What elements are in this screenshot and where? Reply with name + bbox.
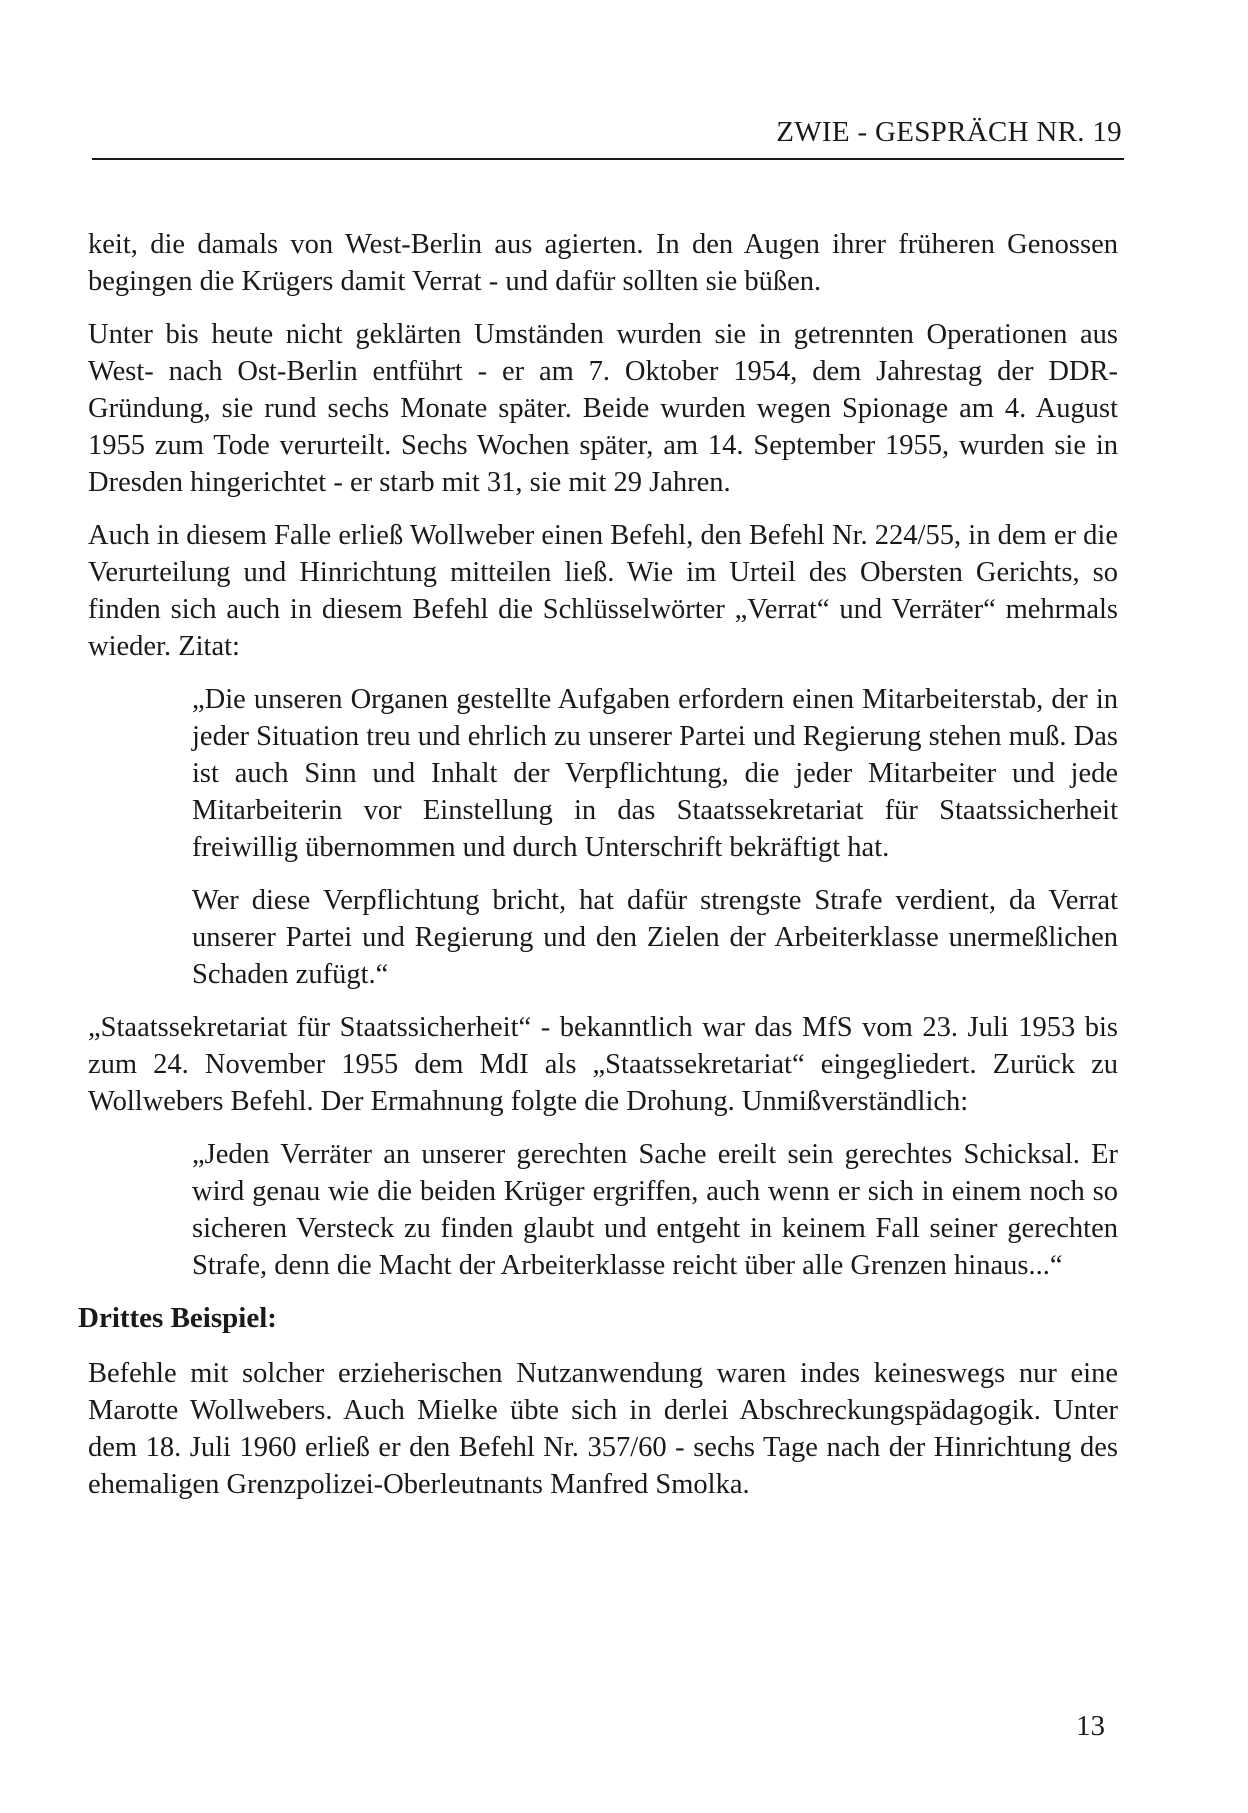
header-rule <box>92 158 1124 160</box>
page-body <box>78 226 1118 1519</box>
page-number: 13 <box>1076 1710 1105 1742</box>
paragraph-2: Unter bis heute nicht geklärten Umständen wurden sie in getrennten Operationen aus West- nach Ost-Berlin entführt - er am 7. Oktober 1954, dem Jahrestag der DDR-Gründung, sie rund sechs Monate später. Beide wurden wegen Spionage am 4. August 1955 zum Tode verurteilt. Sechs Wochen später, am 14. September 1955, wurden sie in Dresden hingerichtet - er starb mit 31, sie mit 29 Jahren. <box>88 319 1118 498</box>
paragraph-3: Auch in diesem Falle erließ Wollweber einen Befehl, den Befehl Nr. 224/55, in dem er die Verurteilung und Hinrichtung mitteilen ließ. Wie im Urteil des Obersten Gerichts, so finden sich auch in diesem Befehl die Schlüsselwörter „Verrat“ und Verräter“ mehrmals wieder. Zitat: <box>88 520 1118 662</box>
block-quote-2: Wer diese Verpflichtung bricht, hat dafür strengste Strafe verdient, da Verrat unserer Partei und Regierung und den Zielen der Arbeiterklasse unermeßlichen Schaden zufügt.“ <box>192 885 1118 990</box>
paragraph-4: „Staatssekretariat für Staatssicherheit“ - bekanntlich war das MfS vom 23. Juli 1953 bis zum 24. November 1955 dem MdI als „Staatssekretariat“ eingegliedert. Zurück zu Wollwebers Befehl. Der Ermahnung folgte die Drohung. Unmißverständlich: <box>88 1012 1118 1117</box>
block-quote-1: „Die unseren Organen gestellte Aufgaben erfordern einen Mitarbeiterstab, der in jeder Situation treu und ehrlich zu unserer Partei und Regierung stehen muß. Das ist auch Sinn und Inhalt der Verpflichtung, die jeder Mitarbeiter und jede Mitarbeiterin vor Einstellung in das Staatssekretariat für Staatssicherheit freiwillig übernommen und durch Unterschrift bekräftigt hat. <box>192 684 1118 863</box>
running-header: ZWIE - GESPRÄCH NR. 19 <box>776 116 1122 148</box>
paragraph-5: Befehle mit solcher erzieherischen Nutzanwendung waren indes keineswegs nur eine Marotte Wollwebers. Auch Mielke übte sich in derlei Abschreckungspädagogik. Unter dem 18. Juli 1960 erließ er den Befehl Nr. 357/60 - sechs Tage nach der Hinrichtung des ehemaligen Grenzpolizei-Oberleutnants Manfred Smolka. <box>88 1358 1118 1500</box>
paragraph-1: keit, die damals von West-Berlin aus agierten. In den Augen ihrer früheren Genossen begingen die Krügers damit Verrat - und dafür sollten sie büßen. <box>88 229 1118 297</box>
section-heading: Drittes Beispiel: <box>78 1302 277 1334</box>
block-quote-3: „Jeden Verräter an unserer gerechten Sache ereilt sein gerechtes Schicksal. Er wird genau wie die beiden Krüger ergriffen, auch wenn er sich in einem noch so sicheren Versteck zu finden glaubt und entgeht in keinem Fall seiner gerechten Strafe, denn die Macht der Arbeiterklasse reicht über alle Grenzen hinaus...“ <box>192 1139 1118 1281</box>
